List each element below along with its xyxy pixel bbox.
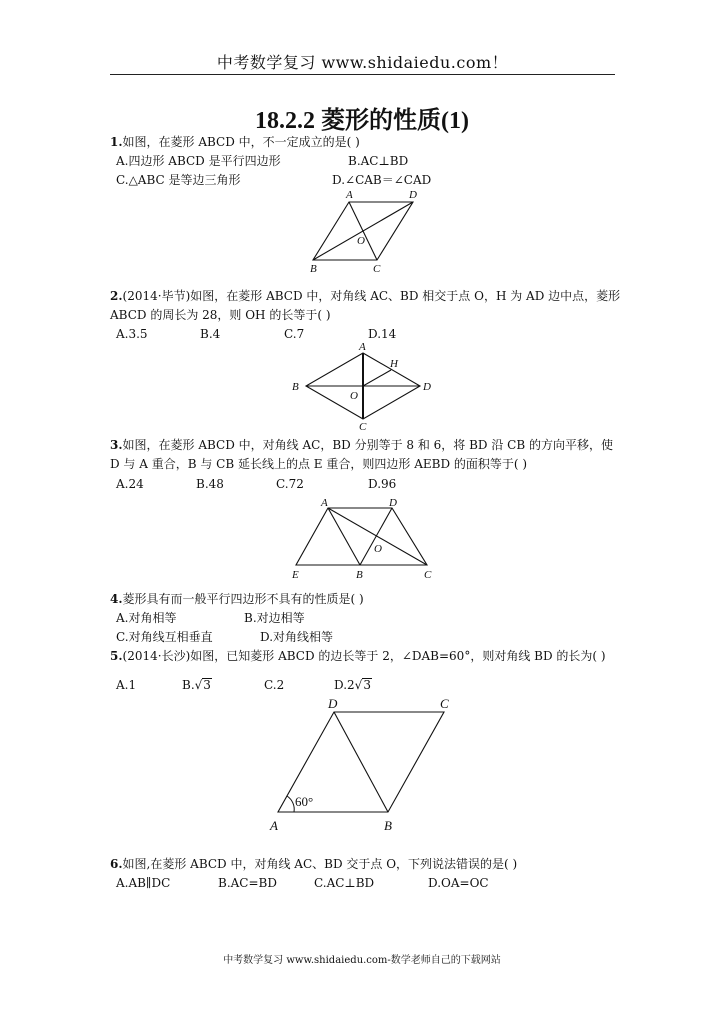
question-4-text: 菱形具有而一般平行四边形不具有的性质是( ) bbox=[122, 592, 364, 606]
q5-option-b-radicand: 3 bbox=[203, 678, 211, 692]
question-5-number: 5. bbox=[110, 649, 123, 663]
q3-diagonal-ac bbox=[328, 508, 427, 565]
q2-option-a: A.3.5 bbox=[116, 327, 148, 341]
question-1-stem bbox=[110, 135, 360, 149]
q5-angle-label: 60° bbox=[295, 794, 314, 809]
q5-option-b-radical-sign: √ bbox=[194, 678, 203, 692]
q2-option-d: D.14 bbox=[368, 327, 397, 341]
q3-label-c: C bbox=[424, 569, 432, 581]
q5-label-d: D bbox=[328, 696, 338, 711]
q5-option-d bbox=[334, 678, 372, 692]
question-1-number: 1. bbox=[110, 135, 123, 149]
q3-trapezoid-figure bbox=[286, 494, 446, 584]
question-6-text: 如图,在菱形 ABCD 中，对角线 AC、BD 交于点 O，下列说法错误的是( ) bbox=[122, 857, 518, 871]
q2-label-o: O bbox=[350, 390, 358, 402]
q1-label-o: O bbox=[357, 235, 365, 247]
q6-option-a: A.AB∥DC bbox=[116, 876, 171, 890]
q4-option-a: A.对角相等 bbox=[116, 611, 177, 625]
q3-label-a: A bbox=[321, 497, 328, 509]
question-4-stem bbox=[110, 592, 364, 606]
q1-option-c: C.△ABC 是等边三角形 bbox=[116, 173, 241, 187]
page-title: 18.2.2 菱形的性质(1) bbox=[255, 108, 469, 134]
q5-label-c: C bbox=[440, 696, 449, 711]
q5-diagonal-bd bbox=[334, 712, 388, 812]
q4-option-c: C.对角线互相垂直 bbox=[116, 630, 213, 644]
q3-outline-aecd bbox=[296, 508, 427, 565]
page-header: 中考数学复习 www.shidaiedu.com！ bbox=[216, 53, 509, 72]
question-2-text-line1: (2014·毕节)如图，在菱形 ABCD 中，对角线 AC、BD 相交于点 O，H 为 AD 边中点，菱形 bbox=[122, 289, 621, 303]
question-3-stem-line1 bbox=[110, 438, 613, 452]
q5-rhombus-figure bbox=[266, 696, 466, 836]
q1-option-d: D.∠CAB＝∠CAD bbox=[332, 173, 432, 187]
q3-label-d: D bbox=[389, 497, 397, 509]
q5-option-b-sqrt bbox=[195, 678, 212, 692]
question-3-text-line1: 如图，在菱形 ABCD 中，对角线 AC，BD 分别等于 8 和 6，将 BD 沿 CB 的方向平移，使 bbox=[122, 438, 613, 452]
question-2-stem-line1 bbox=[110, 289, 620, 303]
q5-angle-arc bbox=[287, 796, 294, 812]
question-1-text: 如图，在菱形 ABCD 中，不一定成立的是( ) bbox=[122, 135, 360, 149]
q2-label-b: B bbox=[292, 381, 299, 393]
q5-option-c: C.2 bbox=[264, 678, 285, 692]
q1-rhombus-figure bbox=[300, 186, 440, 276]
q1-label-c: C bbox=[373, 263, 381, 275]
q5-option-b-prefix: B. bbox=[182, 678, 195, 692]
q5-option-d-radicand: 3 bbox=[363, 678, 371, 692]
q1-option-a: A.四边形 ABCD 是平行四边形 bbox=[116, 154, 281, 168]
q5-option-d-prefix: D.2 bbox=[334, 678, 355, 692]
q5-option-b bbox=[182, 678, 212, 692]
question-3-number: 3. bbox=[110, 438, 123, 452]
q3-label-o: O bbox=[374, 543, 382, 555]
q3-diagonal-bd bbox=[360, 508, 392, 565]
header-rule bbox=[110, 74, 615, 75]
q1-label-a: A bbox=[346, 189, 353, 201]
q1-diagonal-bd bbox=[313, 202, 413, 260]
q2-option-b: B.4 bbox=[200, 327, 221, 341]
q3-option-c: C.72 bbox=[276, 477, 304, 491]
q1-option-b: B.AC⊥BD bbox=[348, 154, 409, 168]
q3-option-a: A.24 bbox=[116, 477, 144, 491]
page-footer: 中考数学复习 www.shidaiedu.com-数学老师自己的下载网站 bbox=[223, 955, 501, 966]
question-2-stem-line2: ABCD 的周长为 28，则 OH 的长等于( ) bbox=[110, 308, 331, 322]
q2-label-a: A bbox=[359, 341, 366, 353]
q2-rhombus-figure bbox=[286, 340, 436, 432]
q6-option-c: C.AC⊥BD bbox=[314, 876, 375, 890]
q2-label-c: C bbox=[359, 421, 367, 433]
q6-option-b: B.AC=BD bbox=[218, 876, 277, 890]
q2-option-c: C.7 bbox=[284, 327, 305, 341]
question-4-number: 4. bbox=[110, 592, 123, 606]
q2-label-h: H bbox=[390, 358, 398, 370]
question-5-stem bbox=[110, 649, 606, 663]
q2-segment-oh bbox=[363, 370, 391, 386]
q3-option-b: B.48 bbox=[196, 477, 224, 491]
q5-option-d-radical-sign: √ bbox=[354, 678, 363, 692]
question-3-stem-line2: D 与 A 重合，B 与 CB 延长线上的点 E 重合，则四边形 AEBD 的面积等于( ) bbox=[110, 457, 528, 471]
q1-label-d: D bbox=[409, 189, 417, 201]
question-5-text: (2014·长沙)如图，已知菱形 ABCD 的边长等于 2，∠DAB=60°，则对角线 BD 的长为( ) bbox=[122, 649, 606, 663]
q3-option-d: D.96 bbox=[368, 477, 397, 491]
q5-label-a: A bbox=[270, 818, 278, 833]
q5-option-a: A.1 bbox=[116, 678, 137, 692]
q3-label-b: B bbox=[356, 569, 363, 581]
q5-option-d-sqrt bbox=[355, 678, 372, 692]
q6-option-d: D.OA=OC bbox=[428, 876, 489, 890]
q1-label-b: B bbox=[310, 263, 317, 275]
question-6-number: 6. bbox=[110, 857, 123, 871]
q3-label-e: E bbox=[292, 569, 299, 581]
q4-option-b: B.对边相等 bbox=[244, 611, 305, 625]
q5-label-b: B bbox=[384, 818, 392, 833]
q3-segment-ab bbox=[328, 508, 360, 565]
q2-label-d: D bbox=[423, 381, 431, 393]
question-2-number: 2. bbox=[110, 289, 123, 303]
q4-option-d: D.对角线相等 bbox=[260, 630, 334, 644]
question-6-stem bbox=[110, 857, 517, 871]
